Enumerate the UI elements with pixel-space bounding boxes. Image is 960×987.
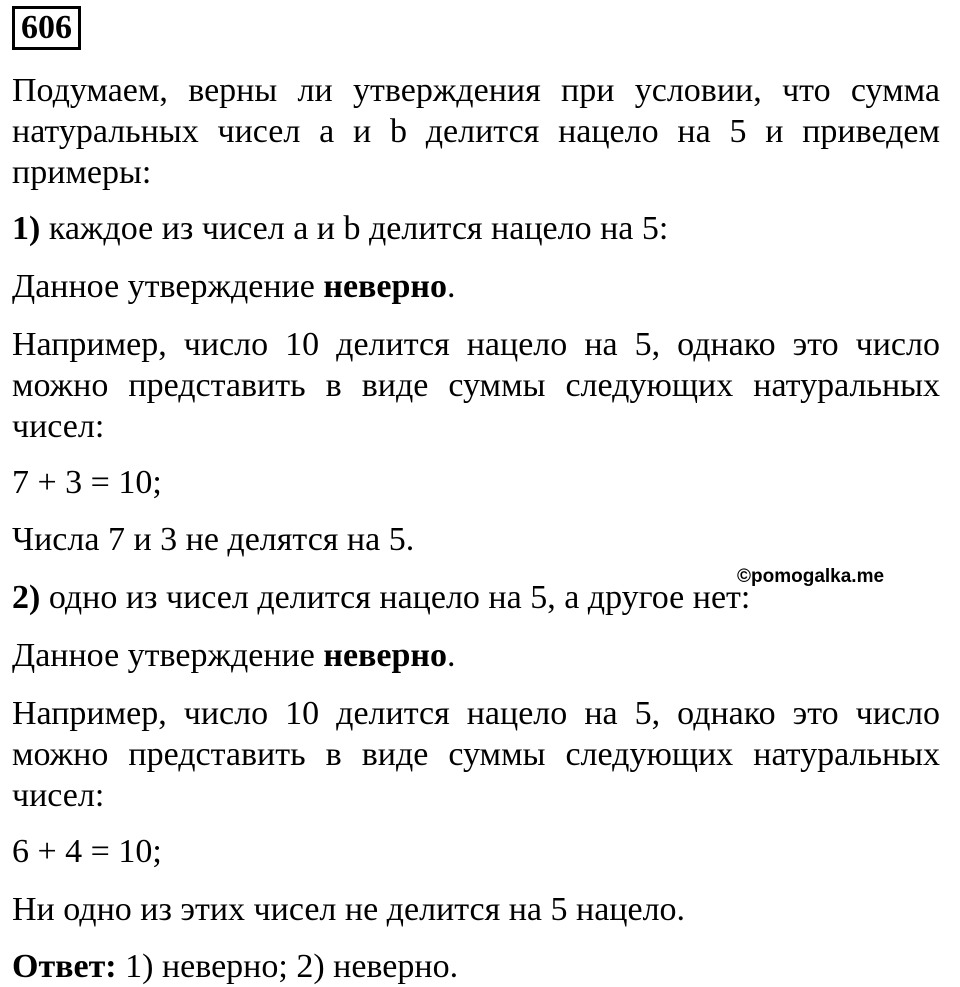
watermark: ©pomogalka.me [737, 566, 885, 587]
part1-verdict [12, 266, 940, 307]
part2-conclusion: Ни одно из этих чисел не делится на 5 нацело. [12, 891, 686, 928]
part1-verdict-prefix: Данное утверждение [12, 268, 324, 305]
part2-label: 2) [12, 579, 41, 616]
answer-label: Ответ: [12, 948, 117, 985]
answer-line [12, 946, 940, 987]
part2-verdict-prefix: Данное утверждение [12, 637, 324, 674]
part2-verdict [12, 635, 940, 676]
part1-conclusion: Числа 7 и 3 не делятся на 5. [12, 521, 415, 558]
part1-verdict-bold: неверно [323, 268, 447, 305]
part1-label: 1) [12, 210, 41, 247]
part1-text: каждое из чисел a и b делится нацело на 5: [40, 210, 669, 247]
part2-verdict-suffix: . [447, 637, 456, 674]
part2-example: Например, число 10 делится нацело на 5, однако это число можно представить в виде суммы следующих натуральных чисел: [12, 695, 940, 814]
part2-verdict-bold: неверно [323, 637, 447, 674]
part1-example: Например, число 10 делится нацело на 5, однако это число можно представить в виде суммы следующих натуральных чисел: [12, 326, 940, 445]
part2-equation: 6 + 4 = 10; [12, 833, 162, 870]
part1-verdict-suffix: . [447, 268, 456, 305]
part2-text: одно из чисел делится нацело на 5, а другое нет: [40, 579, 751, 616]
problem-number: 606 [12, 6, 81, 50]
part1-statement [12, 208, 940, 249]
answer-text: 1) неверно; 2) неверно. [116, 948, 459, 985]
part1-equation: 7 + 3 = 10; [12, 464, 162, 501]
intro-paragraph: Подумаем, верны ли утверждения при условии, что сумма натуральных чисел a и b делится нацело на 5 и приведем примеры: [12, 72, 940, 191]
